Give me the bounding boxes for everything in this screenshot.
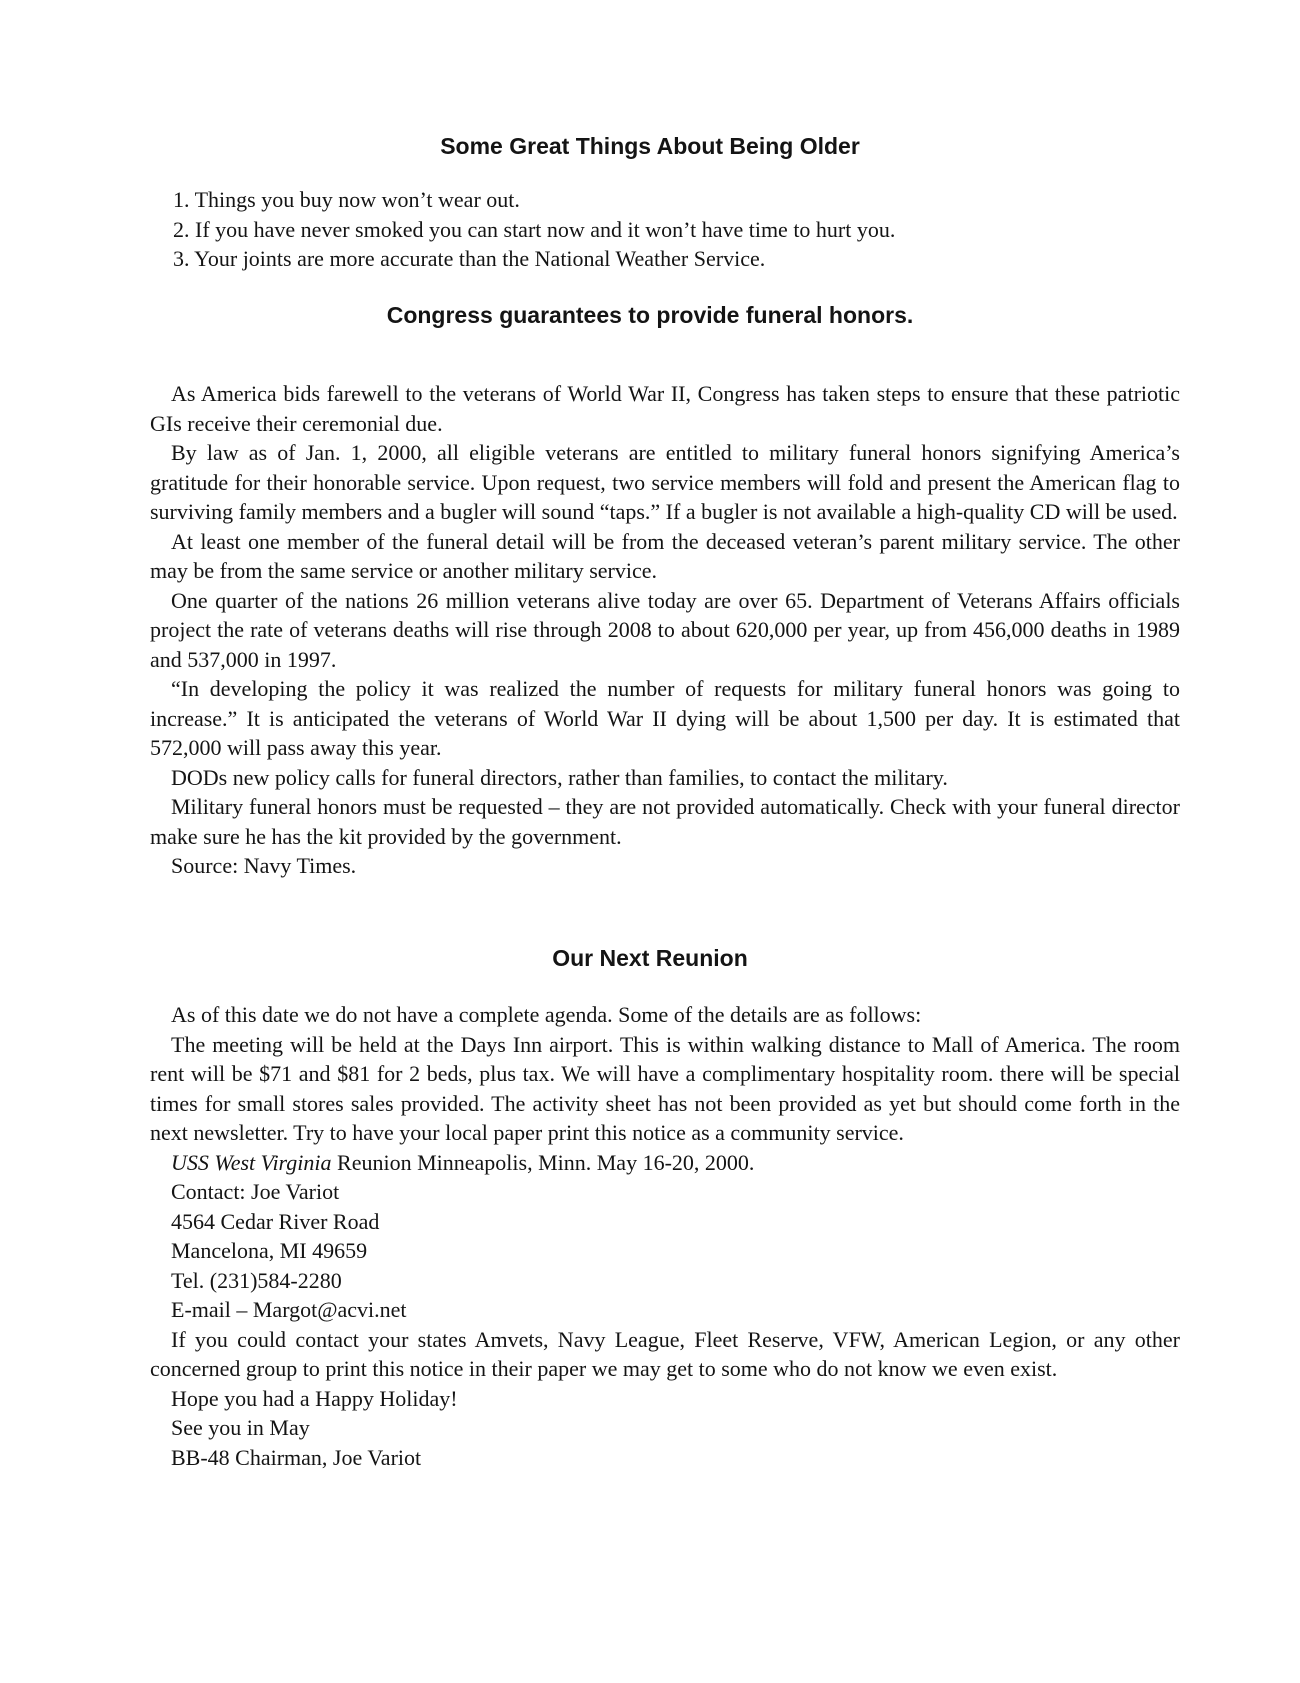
- list-item: 1. Things you buy now won’t wear out.: [173, 187, 520, 212]
- reunion-request: If you could contact your states Amvets, Navy League, Fleet Reserve, VFW, American Legion, or any other concerned group to print this notice in their paper we may get to some who do not know we even exist.: [150, 1326, 1180, 1381]
- contact-name: Contact: Joe Variot: [171, 1179, 340, 1204]
- closing-see-you: See you in May: [171, 1415, 310, 1440]
- closing-greeting: Hope you had a Happy Holiday!: [171, 1385, 458, 1411]
- funeral-honors-article: [150, 379, 1180, 881]
- list-item: 2. If you have never smoked you can start now and it won’t have time to hurt you.: [173, 216, 896, 242]
- section-title-funeral-honors: Congress guarantees to provide funeral honors.: [386, 302, 914, 328]
- reunion-info: Reunion Minneapolis, Minn. May 16-20, 2000.: [331, 1149, 755, 1175]
- article-source: Source: Navy Times.: [171, 853, 357, 878]
- reunion-details: The meeting will be held at the Days Inn airport. This is within walking distance to Mall of America. The room rent will be $71 and $81 for 2 beds, plus tax. We will have a complimentary hospitality room. there will be special times for small stores sales provided. The activity sheet has not been provided as yet but should come forth in the next newsletter. Try to have your local paper print this notice as a community service.: [150, 1031, 1180, 1145]
- ship-name: USS West Virginia: [171, 1149, 332, 1175]
- article-paragraph: DODs new policy calls for funeral directors, rather than families, to contact the military.: [171, 764, 948, 790]
- article-paragraph: “In developing the policy it was realized the number of requests for military funeral honors was going to increase.” It is anticipated the veterans of World War II dying will be about 1,500 per day. It is estimated that 572,000 will pass away this year.: [150, 676, 1180, 760]
- section-title-reunion: Our Next Reunion: [552, 945, 748, 971]
- article-paragraph: By law as of Jan. 1, 2000, all eligible veterans are entitled to military funeral honors signifying America’s gratitude for their honorable service. Upon request, two service members will fold and present the American flag to surviving family members and a bugler will sound “taps.” If a bugler is not available a high-quality CD will be used.: [150, 440, 1180, 524]
- article-paragraph: At least one member of the funeral detail will be from the deceased veteran’s parent military service. The other may be from the same service or another military service.: [150, 528, 1180, 583]
- reunion-article: [150, 1000, 1180, 1472]
- article-paragraph: One quarter of the nations 26 million veterans alive today are over 65. Department of Veterans Affairs officials project the rate of veterans deaths will rise through 2008 to about 620,000 per year, up from 456,000 deaths in 1989 and 537,000 in 1997.: [150, 587, 1180, 672]
- contact-phone: Tel. (231)584-2280: [171, 1267, 342, 1293]
- reunion-intro: As of this date we do not have a complete agenda. Some of the details are as follows:: [171, 1002, 922, 1027]
- article-paragraph: As America bids farewell to the veterans of World War II, Congress has taken steps to ensure that these patriotic GIs receive their ceremonial due.: [150, 381, 1180, 436]
- older-list: [150, 185, 1180, 274]
- section-title-older: Some Great Things About Being Older: [440, 133, 860, 159]
- reunion-info-line: [150, 1148, 1180, 1178]
- contact-address-city: Mancelona, MI 49659: [171, 1238, 368, 1263]
- contact-address-street: 4564 Cedar River Road: [171, 1208, 380, 1234]
- signature: BB-48 Chairman, Joe Variot: [171, 1444, 422, 1470]
- article-paragraph: Military funeral honors must be requested – they are not provided automatically. Check with your funeral director make sure he has the kit provided by the government.: [150, 794, 1180, 849]
- contact-email: E-mail – Margot@acvi.net: [171, 1297, 407, 1322]
- list-item: 3. Your joints are more accurate than the National Weather Service.: [173, 246, 766, 271]
